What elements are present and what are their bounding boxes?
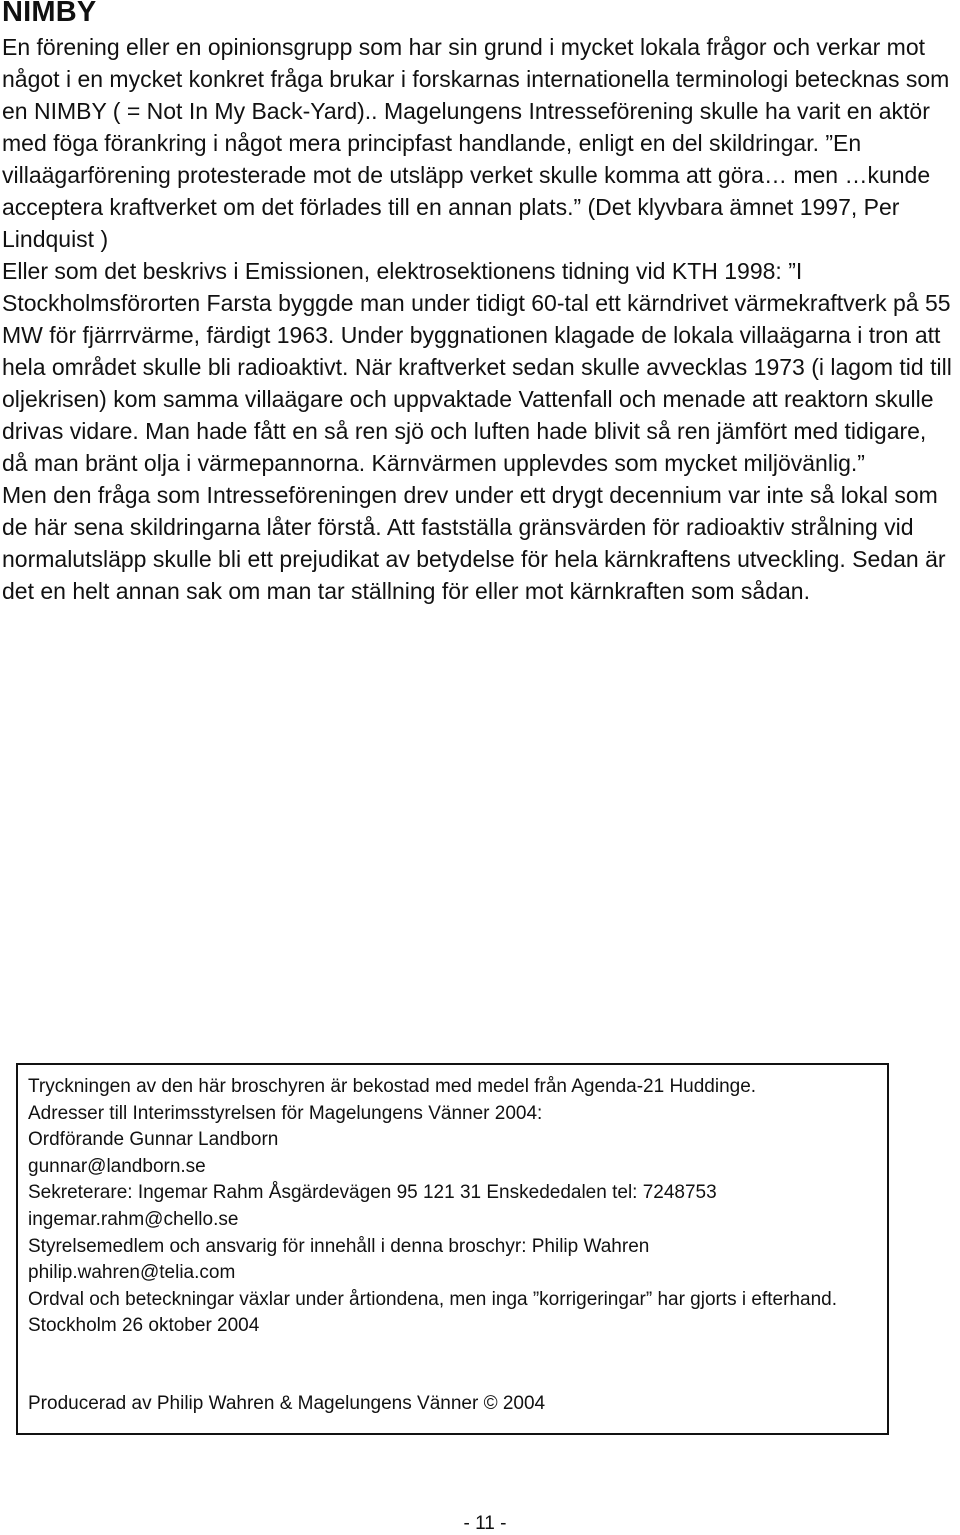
info-box xyxy=(16,1063,889,1435)
paragraph-nimby-definition: En förening eller en opinionsgrupp som har sin grund i mycket lokala frågor och verkar mot något i en mycket konkret fråga brukar i forskarnas internationella terminologi betecknas som en NIMBY ( = Not In My Back-Yard).. Magelungens Intresseförening skulle ha varit en aktör med föga förankring i något mera principfast handlande, enligt en del skildringar. ”En villaägarförening protesterade mot de utsläpp verket skulle komma att göra… men …kunde acceptera kraftverket om det förlades till en annan plats.” (Det klyvbara ämnet 1997, Per Lindquist ) xyxy=(2,34,950,252)
info-line-secretary: Sekreterare: Ingemar Rahm Åsgärdevägen 95 121 31 Enskededalen tel: 7248753 xyxy=(28,1182,717,1204)
info-line-board-member-email: philip.wahren@telia.com xyxy=(28,1262,236,1284)
producer-credit: Producerad av Philip Wahren & Magelungens Vänner © 2004 xyxy=(28,1393,546,1414)
info-line-secretary-email: ingemar.rahm@chello.se xyxy=(28,1208,239,1230)
info-line-board-member: Styrelsemedlem och ansvarig för innehåll i denna broschyr: Philip Wahren xyxy=(28,1235,650,1257)
info-line-addresses-heading: Adresser till Interimsstyrelsen för Magelungens Vänner 2004: xyxy=(28,1102,543,1124)
page-number: - 11 - xyxy=(463,1513,507,1534)
paragraph-emissionen-quote: Eller som det beskrivs i Emissionen, elektrosektionens tidning vid KTH 1998: ”I Stockholmsförorten Farsta byggde man under tidigt 60-tal ett kärndrivet värmekraftverk på 55 MW för fjärrrvärme, färdigt 1963. Under byggnationen klagade de lokala villaägarna i tron att hela området skulle bli radioaktivt. När kraftverket sedan skulle avvecklas 1973 (i lagom tid till oljekrisen) kom samma villaägare och uppvaktade Vattenfall och menade att reaktorn skulle drivas vidare. Man hade fått en så ren sjö och luften hade blivit så ren jämfört med tidigare, då man bränt olja i värmepannorna. Kärnvärmen upplevdes som mycket miljövänlig.” xyxy=(2,258,952,476)
paragraph-conclusion: Men den fråga som Intresseföreningen drev under ett drygt decennium var inte så lokal som de här sena skildringarna låter förstå. Att fastställa gränsvärden för radioaktiv strålning vid normalutsläpp skulle bli ett prejudikat av betydelse för hela kärnkraftens utveckling. Sedan är det en helt annan sak om man tar ställning för eller mot kärnkraften som sådan. xyxy=(2,482,946,604)
info-line-chairman-email: gunnar@landborn.se xyxy=(28,1155,206,1177)
info-line-chairman: Ordförande Gunnar Landborn xyxy=(28,1129,279,1151)
body-text xyxy=(2,31,958,607)
info-line-funding: Tryckningen av den här broschyren är bekostad med medel från Agenda-21 Huddinge. xyxy=(28,1076,757,1097)
page-title: NIMBY xyxy=(2,0,97,28)
info-closing-note: Ordval och beteckningar växlar under årtiondena, men inga ”korrigeringar” har gjorts i efterhand. Stockholm 26 oktober 2004 xyxy=(28,1288,837,1337)
